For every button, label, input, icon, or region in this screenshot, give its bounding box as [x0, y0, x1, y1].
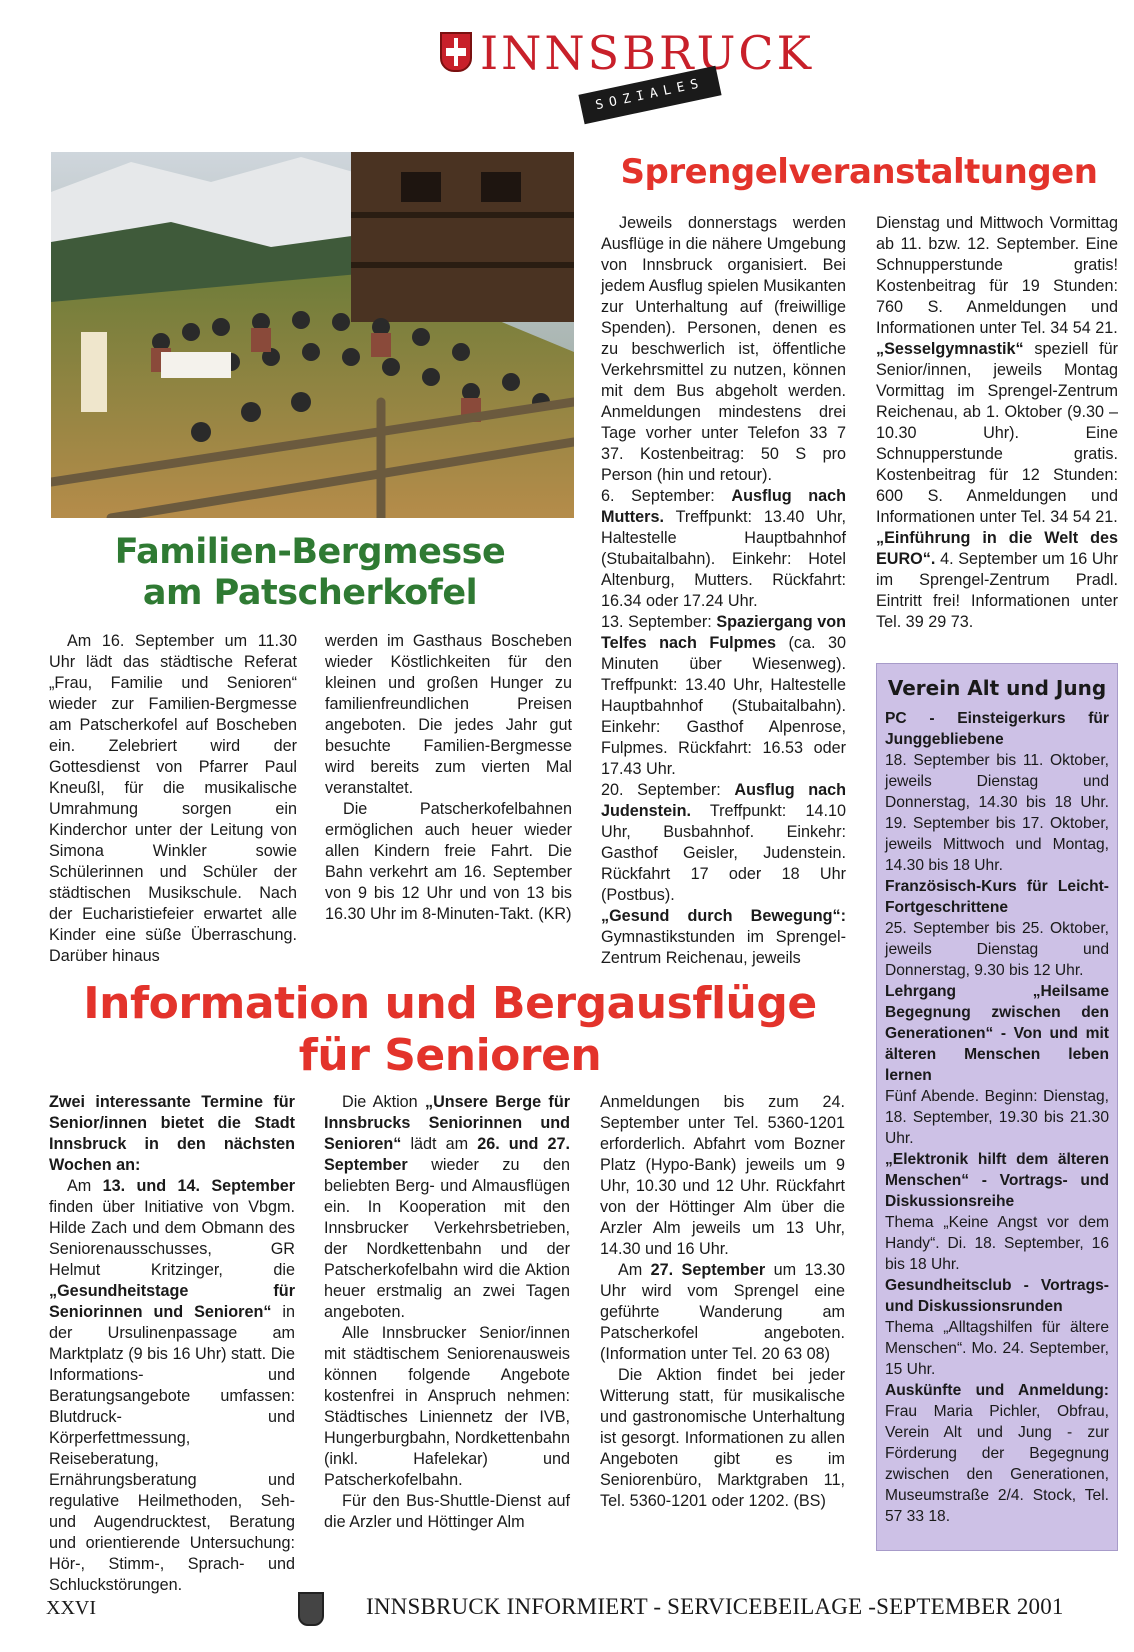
infobox-item: [885, 1149, 1109, 1275]
trip-entry: 6. September: Ausflug nach Mutters. Treffpunkt: 13.40 Uhr, Haltestelle Hauptbahnhof (Stubaitalbahn). Einkehr: Hotel Altenburg, Mutters. Rückfahrt: 16.34 oder 17.24 Uhr.: [601, 487, 846, 610]
infobox-item: [885, 876, 1109, 981]
info-paragraph: Am 27. September um 13.30 Uhr wird vom Sprengel eine geführte Wanderung am Patscherkofel angeboten. (Information unter Tel. 20 63 08): [600, 1261, 846, 1363]
info-paragraph: Anmeldungen bis zum 24. September unter Tel. 5360-1201 erforderlich. Abfahrt vom Bozner Platz (Hypo-Bank) jeweils um 9 Uhr, 10.30 und 12 Uhr. Rückfahrt von der Höttinger Alm über die Arzler Alm jeweils um 13 Uhr, 14.30 und 16 Uhr.: [600, 1093, 845, 1258]
trip-entry: 13. September: Spaziergang von Telfes nach Fulpmes (ca. 30 Minuten über Wiesenweg). Treffpunkt: 13.40 Uhr, Haltestelle Hauptbahnhof (Stubaitalbahn). Einkehr: Gasthof Alpenrose, Fulpmes. Rückfahrt: 16.53 oder 17.43 Uhr.: [601, 613, 847, 778]
info-headline: [60, 978, 840, 1082]
masthead-title: INNSBRUCK: [480, 26, 814, 80]
info-headline-line1: Information und Bergausflüge: [83, 978, 817, 1029]
trip-entry: 20. September: Ausflug nach Judenstein. Treffpunkt: 14.10 Uhr, Busbahnhof. Einkehr: Gasthof Geisler, Judenstein. Rückfahrt 17 oder 18 Uhr (Postbus).: [601, 781, 846, 904]
bergmesse-headline: [60, 532, 560, 614]
masthead-section-tag: SOZIALES: [578, 66, 721, 124]
euro-entry: „Einführung in die Welt des EURO“. 4. September um 16 Uhr im Sprengel-Zentrum Pradl. Eintritt frei! Informationen unter Tel. 39 29 73.: [876, 529, 1119, 631]
info-column-2: [324, 1092, 570, 1533]
infobox-item-heading: PC - Einsteigerkurs für Junggebliebene: [885, 710, 1109, 748]
infobox-item-text: Thema „Alltagshilfen für ältere Menschen“. Mo. 24. September, 15 Uhr.: [885, 1319, 1109, 1378]
infobox-item-heading: „Elektronik hilft dem älteren Menschen“ - Vortrags- und Diskussionsreihe: [885, 1151, 1109, 1210]
infobox-contact: [885, 1380, 1109, 1527]
bergmesse-photo: [51, 152, 574, 518]
info-column-3: [600, 1092, 845, 1512]
bergmesse-paragraph: Die Patscherkofelbahnen ermöglichen auch heuer wieder allen Kindern freie Fahrt. Die Bahn verkehrt am 16. September von 9 bis 12 Uhr und von 13 bis 16.30 Uhr im 8-Minuten-Takt. (KR): [325, 800, 572, 923]
bergmesse-column-1: [49, 631, 297, 967]
infobox-item-heading: Gesundheitsclub - Vortrags- und Diskussionsrunden: [885, 1277, 1109, 1315]
infobox-item-text: Thema „Keine Angst vor dem Handy“. Di. 18. September, 16 bis 18 Uhr.: [885, 1214, 1109, 1273]
info-paragraph: Alle Innsbrucker Senior/innen mit städtischem Seniorenausweis können folgende Angebote kostenfrei in Anspruch nehmen: Städtisches Liniennetz der IVB, Hungerburgbahn, Nordkettenbahn (inkl. Hafelekar) und Patscherkofelbahn.: [324, 1324, 570, 1489]
infobox-item-text: Fünf Abende. Beginn: Dienstag, 18. September, 19.30 bis 21.30 Uhr.: [885, 1088, 1109, 1147]
bergmesse-headline-line1: Familien-Bergmesse: [114, 532, 506, 572]
infobox-item-text: 18. September bis 11. Oktober, jeweils Dienstag und Donnerstag, 14.30 bis 18 Uhr. 19. September bis 17. Oktober, jeweils Mittwoch und Montag, 14.30 bis 18 Uhr.: [885, 752, 1109, 874]
sprengel-column-1: [601, 213, 846, 969]
infobox-item-heading: Lehrgang „Heilsame Begegnung zwischen den Generationen“ - Von und mit älteren Menschen leben lernen: [885, 983, 1109, 1084]
info-paragraph: Am 13. und 14. September finden über Initiative von Vbgm. Hilde Zach und dem Obmann des Seniorenausschusses, GR Helmut Kritzinger, die „Gesundheitstage für Seniorinnen und Senioren“ in der Ursulinenpassage am Marktplatz (9 bis 16 Uhr) statt. Die Informations- und Beratungsangebote umfassen: Blutdruck- und Körperfettmessung, Reiseberatung, Ernährungsberatung und regulative Heilmethoden, Seh- und Augendrucktest, Beratung und orientierende Untersuchung: Hör-, Stimm-, Sprach- und Schluckstörungen.: [49, 1177, 296, 1594]
footer-crest-icon: [298, 1592, 324, 1626]
gesund-continued: Dienstag und Mittwoch Vormittag ab 11. bzw. 12. September. Eine Schnupperstunde gratis! Kostenbeitrag für 19 Stunden: 760 S. Anmeldungen und Informationen unter Tel. 34 54 21.: [876, 214, 1118, 337]
sprengel-column-2: [876, 213, 1118, 633]
infobox-item-text: 25. September bis 25. Oktober, jeweils Dienstag und Donnerstag, 9.30 bis 12 Uhr.: [885, 920, 1109, 979]
sessel-entry: „Sesselgymnastik“ speziell für Senior/innen, jeweils Montag Vormittag im Sprengel-Zentrum Reichenau, ab 1. Oktober (9.30 – 10.30 Uhr). Eine Schnupperstunde gratis. Kostenbeitrag für 12 Stunden: 600 S. Anmeldungen und Informationen unter Tel. 34 54 21.: [876, 340, 1118, 526]
publication-footer: INNSBRUCK INFORMIERT - SERVICEBEILAGE -SEPTEMBER 2001: [366, 1594, 1064, 1619]
sprengel-headline: Sprengelveranstaltungen: [620, 152, 1098, 192]
infobox-item: [885, 708, 1109, 876]
verein-alt-und-jung-box: [876, 663, 1118, 1551]
sprengel-intro: Jeweils donnerstags werden Ausflüge in die nähere Umgebung von Innsbruck organisiert. Bei jedem Ausflug spielen Musikanten zur Unterhaltung auf (freiwillige Spenden). Personen, denen es zu beschwerlich ist, öffentliche Verkehrsmittel zu nutzen, können mit dem Bus abgeholt werden. Anmeldungen mindestens drei Tage vorher unter Telefon 33 7 37. Kostenbeitrag: 50 S pro Person (hin und retour).: [601, 214, 846, 484]
bergmesse-column-2: [325, 631, 572, 925]
infobox-item-heading: Französisch-Kurs für Leicht-Fortgeschrittene: [885, 878, 1109, 916]
innsbruck-crest-icon: [440, 32, 472, 72]
infobox-item: [885, 981, 1109, 1149]
info-paragraph: Die Aktion findet bei jeder Witterung statt, für musikalische und gastronomische Unterhaltung ist gesorgt. Informationen zu allen Angeboten gibt es im Seniorenbüro, Marktgraben 11, Tel. 5360-1201 oder 1202. (BS): [600, 1366, 845, 1510]
infobox-title: Verein Alt und Jung: [887, 676, 1107, 700]
infobox-contact-text: Frau Maria Pichler, Obfrau, Verein Alt und Jung - zur Förderung der Begegnung zwischen den Generationen, Museumstraße 2/4. Stock, Tel. 57 33 18.: [885, 1403, 1109, 1525]
page-number: XXVI: [46, 1597, 96, 1619]
infobox-contact-heading: Auskünfte und Anmeldung:: [885, 1382, 1109, 1399]
infobox-item: [885, 1275, 1109, 1380]
bergmesse-paragraph: Am 16. September um 11.30 Uhr lädt das städtische Referat „Frau, Familie und Senioren“ wieder zur Familien-Bergmesse am Patscherkofel auf Boscheben ein. Zelebriert wird der Gottesdienst von Pfarrer Paul Kneußl, für die musikalische Umrahmung sorgen ein Kinderchor unter der Leitung von Simona Winkler sowie Schülerinnen und Schüler der städtischen Musikschule. Nach der Eucharistiefeier erwartet alle Kinder eine süße Überraschung. Darüber hinaus: [49, 632, 297, 965]
mountain-mass-photo-illustration: [51, 152, 574, 518]
gesund-entry: „Gesund durch Bewegung“: Gymnastikstunden im Sprengel-Zentrum Reichenau, jeweils: [601, 907, 846, 967]
info-headline-line2: für Senioren: [298, 1030, 602, 1081]
info-paragraph: Die Aktion „Unsere Berge für Innsbrucks Seniorinnen und Senioren“ lädt am 26. und 27. September wieder zu den beliebten Berg- und Almausflügen ein. In Kooperation mit den Innsbrucker Verkehrsbetrieben, der Nordkettenbahn und der Patscherkofelbahn wird die Aktion heuer erstmalig an zwei Tagen angeboten.: [324, 1093, 571, 1321]
bergmesse-headline-line2: am Patscherkofel: [142, 573, 478, 613]
infobox-body: [885, 708, 1109, 1527]
info-lead: Zwei interessante Termine für Senior/innen bietet die Stadt Innsbruck in den nächsten Wochen an:: [49, 1093, 295, 1174]
info-paragraph: Für den Bus-Shuttle-Dienst auf die Arzler und Höttinger Alm: [324, 1492, 570, 1531]
bergmesse-paragraph: werden im Gasthaus Boscheben wieder Köstlichkeiten für den kleinen und großen Hunger zu familienfreundlichen Preisen angeboten. Die jedes Jahr gut besuchte Familien-Bergmesse wird bereits zum vierten Mal veranstaltet.: [325, 632, 572, 797]
info-column-1: [49, 1092, 295, 1596]
masthead: [440, 26, 814, 116]
